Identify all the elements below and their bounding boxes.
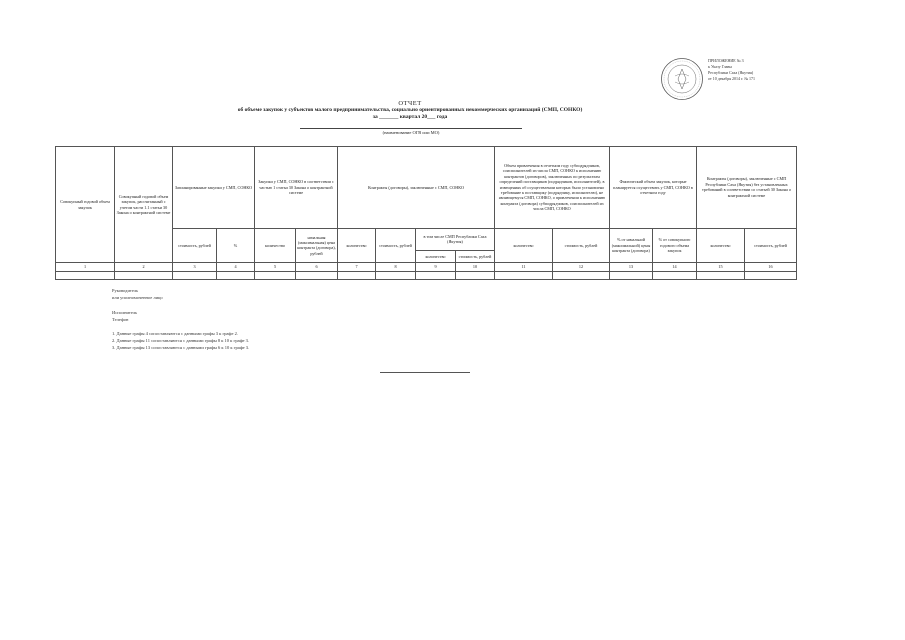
header-yakutia-cost: стоимость, рублей (456, 251, 495, 263)
header-contracts-qty: количество (338, 228, 376, 263)
column-number: 13 (610, 263, 653, 272)
appendix-note (708, 58, 808, 82)
column-number: 10 (456, 263, 495, 272)
column-number: 11 (495, 263, 553, 272)
appendix-line-2: к Указу Главы (708, 64, 732, 69)
note-3: 3. Данные графы 13 сопоставляются с данными графы 6 к 10 к графе 3. (112, 344, 250, 350)
column-number: 16 (745, 263, 797, 272)
phone-label: Телефон (112, 316, 129, 322)
header-contracts-cost: стоимость, рублей (376, 228, 416, 263)
column-number-row (56, 263, 797, 272)
note-2: 2. Данные графы 11 сопоставляются с данными графы 8 к 10 к графе 3. (112, 337, 249, 343)
appendix-line-1: ПРИЛОЖЕНИЕ № 3 (708, 58, 744, 63)
header-no-req-qty: количество (697, 228, 745, 263)
header-yakutia-qty: количество (416, 251, 456, 263)
head-label: Руководитель (112, 288, 139, 293)
header-contracts-concluded: Контракты (договоры), заключенные с СМП, СОНКО (338, 147, 495, 229)
column-number: 3 (173, 263, 217, 272)
appendix-line-3: Республики Саха (Якутия) (708, 70, 754, 75)
header-planned-pct: % (217, 228, 255, 263)
header-no-req-cost: стоимость, рублей (745, 228, 797, 263)
column-number: 15 (697, 263, 745, 272)
header-actual-pct-initial: % от начальной (максимальной) цены контракта (договора) (610, 228, 653, 263)
header-annual-volume-adjusted: Совокупный годовой объем закупок, рассчитанный с учетом части 1.1 статьи 30 Закона о контрактной системе (115, 147, 173, 263)
organization-caption: (наименование ОГВ или МО) (382, 130, 440, 135)
column-number: 4 (217, 263, 255, 272)
column-number: 6 (296, 263, 338, 272)
stamp-seal (660, 57, 704, 101)
header-including-yakutia: в том числе СМП Республики Саха (Якутия) (416, 228, 495, 250)
header-subcontractors-cost: стоимость, рублей (553, 228, 610, 263)
signature-and-notes (112, 288, 512, 351)
appendix-line-4: от 10 декабря 2014 г. № 171 (708, 76, 756, 81)
header-art30-initial-price: начальная (максимальная) цена контракта (договора), рублей (296, 228, 338, 263)
header-planned-cost: стоимость, рублей (173, 228, 217, 263)
column-number: 5 (255, 263, 296, 272)
document-subtitle: об объеме закупок у субъектов малого предпринимательства, социально ориентированных некоммерческих организаций (СМП, СОНКО) (237, 107, 583, 113)
header-subcontractors-volume: Объем привлечения в отчетном году субподрядчиков, соисполнителей из числа СМП, СОНКО к исполнению контрактов (договоров), заключенных по результатам определений поставщиков (подрядчиков, исполнителей), в извещениях об осуществлении которых было установлено требование к поставщику (подрядчику, исполнителю), не являющемуся СМП, СОНКО, о привлечении к исполнению контракта (договора) субподрядчиков, соисполнителей из числа СМП, СОНКО (495, 147, 610, 229)
data-row-empty (56, 271, 797, 279)
organization-name-line (300, 128, 522, 129)
column-number: 12 (553, 263, 610, 272)
column-number: 7 (338, 263, 376, 272)
head-caption: или уполномоченное лицо (112, 294, 163, 300)
document-title-block (0, 100, 820, 121)
header-actual-pct-total: % от совокупного годового объема закупок (653, 228, 697, 263)
header-purchases-art30: Закупки у СМП, СОНКО в соответствии с частью 1 статьи 30 Закона о контрактной системе (255, 147, 338, 229)
document-title: ОТЧЕТ (398, 100, 422, 107)
header-planned-purchases: Запланированные закупки у СМП, СОНКО (173, 147, 255, 229)
report-period: за _______ квартал 20___ года (372, 114, 448, 120)
column-number: 2 (115, 263, 173, 272)
report-table (55, 146, 797, 280)
header-actual-volume: Фактический объем закупок, которые планируется осуществить у СМП, СОНКО в отчетном году (610, 147, 697, 229)
header-contracts-without-requirements: Контракты (договоры), заключенные с СМП Республики Саха (Якутия) без установленных требований в соответствии со статьей 30 Закона о контрактной системе (697, 147, 797, 229)
note-1: 1. Данные графы 4 сопоставляются с данными графы 3 к графе 2. (112, 331, 238, 337)
header-art30-qty: количество (255, 228, 296, 263)
header-subcontractors-qty: количество (495, 228, 553, 263)
column-number: 9 (416, 263, 456, 272)
column-number: 8 (376, 263, 416, 272)
closing-line (380, 372, 470, 373)
column-number: 1 (56, 263, 115, 272)
header-total-annual-volume: Совокупный годовой объем закупок (56, 147, 115, 263)
executor-label: Исполнитель (112, 310, 138, 316)
column-number: 14 (653, 263, 697, 272)
